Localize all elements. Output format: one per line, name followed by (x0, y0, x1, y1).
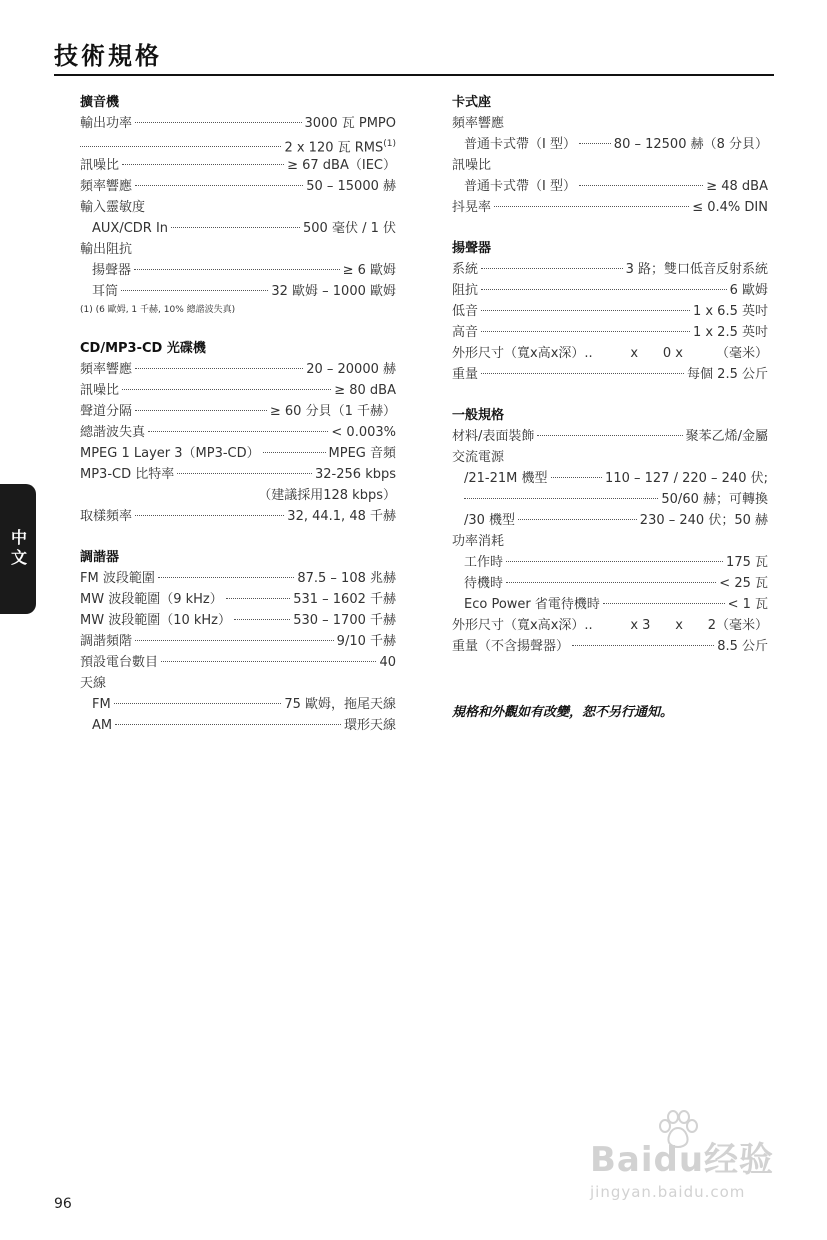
spec-label: 重量 (452, 367, 479, 382)
dot-leader (494, 206, 689, 207)
spec-label: 重量（不含揚聲器） (452, 639, 570, 654)
paw-icon (656, 1110, 700, 1150)
spec-row-normal-tape-snr (452, 176, 768, 197)
dot-leader (481, 310, 690, 311)
left-column (80, 92, 396, 756)
spec-row-mw9-range (80, 589, 396, 610)
spec-label: /21-21M 機型 (464, 471, 548, 486)
spec-row-ac-21-cont (452, 489, 768, 510)
spec-row-sampling (80, 506, 396, 527)
cd-heading: CD/MP3-CD 光碟機 (80, 341, 206, 356)
spec-value: MPEG 音頻 (328, 446, 396, 461)
spec-label: 功率消耗 (452, 534, 505, 549)
spec-row-tweeter (452, 322, 768, 343)
dot-leader (135, 368, 303, 369)
spec-value: 6 歐姆 (729, 283, 768, 298)
spec-row-output-power (80, 113, 396, 134)
spec-label: 材料/表面裝飾 (452, 429, 535, 444)
spec-label: 訊噪比 (80, 158, 120, 173)
spec-label: 天線 (80, 676, 107, 691)
spec-row-snr (80, 380, 396, 401)
spec-value: 87.5 – 108 兆赫 (297, 571, 396, 586)
dot-leader (135, 185, 303, 186)
spec-label: 調諧頻階 (80, 634, 133, 649)
dot-leader (572, 645, 714, 646)
spec-row-power-consumption (452, 531, 768, 552)
cd-section (80, 338, 396, 527)
spec-row-bitrate (80, 464, 396, 485)
language-tab (0, 484, 36, 614)
baidu-watermark (590, 1110, 780, 1210)
dot-leader (481, 289, 727, 290)
dot-leader (161, 661, 376, 662)
spec-row-material (452, 426, 768, 447)
spec-label: 頻率響應 (80, 362, 133, 377)
spec-row-system (452, 259, 768, 280)
spec-value: 50/60 赫；可轉換 (661, 492, 768, 507)
spec-label: 普通卡式帶（I 型） (464, 137, 576, 152)
dot-leader (177, 473, 312, 474)
general-heading: 一般規格 (452, 408, 505, 423)
spec-value: 環形天線 (343, 718, 396, 733)
spec-row-standby (452, 573, 768, 594)
spec-label: 外形尺寸（寬x高x深）.. (452, 346, 593, 361)
spec-label: 系統 (452, 262, 479, 277)
dot-leader (134, 269, 340, 270)
dot-leader (518, 519, 637, 520)
spec-value: 32 歐姆 – 1000 歐姆 (271, 284, 396, 299)
dot-leader (226, 598, 290, 599)
spec-label: 交流電源 (452, 450, 505, 465)
spec-label: 揚聲器 (92, 263, 132, 278)
spec-row-dimensions (452, 615, 768, 636)
spec-label: 低音 (452, 304, 479, 319)
spec-row-speaker-impedance (80, 260, 396, 281)
title-divider (54, 74, 774, 76)
spec-value: 32-256 kbps (315, 467, 396, 482)
watermark-brand: Baidu经验 (590, 1140, 775, 1180)
spec-row-active (452, 552, 768, 573)
spec-label: FM (92, 697, 111, 712)
dot-leader (551, 477, 603, 478)
spec-value: ≥ 6 歐姆 (342, 263, 396, 278)
spec-row-channel-separation (80, 401, 396, 422)
disclaimer-note: 規格和外觀如有改變，恕不另行通知。 (452, 705, 674, 720)
spec-row-output-impedance (80, 239, 396, 260)
spec-label: AUX/CDR In (92, 221, 169, 236)
dot-leader (80, 146, 281, 147)
dot-leader (464, 498, 658, 499)
spec-label: MW 波段範圍（10 kHz） (80, 613, 232, 628)
footnote: (1) (6 歐姆, 1 千赫, 10% 總諧波失真) (80, 305, 236, 315)
spec-value: ≤ 0.4% DIN (692, 200, 768, 215)
spec-row-frequency-response (80, 176, 396, 197)
spec-row-snr (452, 155, 768, 176)
spec-row-headphone-impedance (80, 281, 396, 302)
rms-value: 2 x 120 瓦 RMS (284, 140, 384, 156)
spec-value: 531 – 1602 千赫 (293, 592, 396, 607)
spec-value: 50 – 15000 赫 (306, 179, 396, 194)
spec-label: 輸入靈敏度 (80, 200, 146, 215)
spec-label: 輸出阻抗 (80, 242, 133, 257)
dot-leader (135, 515, 284, 516)
spec-row-eco-standby (452, 594, 768, 615)
spec-label: 普通卡式帶（I 型） (464, 179, 576, 194)
language-tab-label: 中文 (8, 529, 28, 569)
spec-value: 1 x 2.5 英吋 (692, 325, 768, 340)
tuner-heading: 調諧器 (80, 550, 120, 565)
dot-leader (121, 290, 268, 291)
spec-value: < 1 瓦 (727, 597, 768, 612)
spec-row-weight (452, 364, 768, 385)
spec-value: 9/10 千赫 (336, 634, 396, 649)
spec-value: < 25 瓦 (719, 576, 768, 591)
spec-label: Eco Power 省電待機時 (464, 597, 600, 612)
spec-row-bitrate-note (80, 485, 396, 506)
dot-leader (234, 619, 290, 620)
spec-value: ≥ 60 分貝（1 千赫） (269, 404, 396, 419)
spec-value: 40 (379, 655, 396, 670)
spec-label: 預設電台數目 (80, 655, 159, 670)
dot-leader (122, 164, 284, 165)
spec-row-antenna-am (80, 715, 396, 736)
spec-label: 工作時 (464, 555, 504, 570)
spec-row-input-sensitivity (80, 197, 396, 218)
dot-leader (122, 389, 331, 390)
dot-leader (171, 227, 300, 228)
spec-label: MW 波段範圍（9 kHz） (80, 592, 223, 607)
dot-leader (115, 724, 341, 725)
spec-row-aux (80, 218, 396, 239)
dot-leader (506, 582, 716, 583)
spec-row-output-power-rms (80, 134, 396, 155)
footnote-marker: (1) (383, 139, 396, 149)
spec-row-tuning-grid (80, 631, 396, 652)
spec-value: 1 x 6.5 英吋 (692, 304, 768, 319)
spec-value: ≥ 67 dBA（IEC） (287, 158, 396, 173)
spec-value: 175 瓦 (726, 555, 768, 570)
spec-value: 聚苯乙烯/金屬 (685, 429, 768, 444)
spec-row-ac-power (452, 447, 768, 468)
page-title: 技術規格 (54, 42, 162, 70)
dot-leader (579, 185, 703, 186)
watermark-url: jingyan.baidu.com (590, 1183, 746, 1201)
dot-leader (148, 431, 328, 432)
dot-leader (603, 603, 725, 604)
general-section (452, 405, 768, 657)
spec-row-snr (80, 155, 396, 176)
speakers-section (452, 238, 768, 385)
amplifier-section (80, 92, 396, 318)
spec-label: 阻抗 (452, 283, 479, 298)
spec-value: 每個 2.5 公斤 (687, 367, 768, 382)
spec-row-normal-tape-freq (452, 134, 768, 155)
spec-label: 輸出功率 (80, 116, 133, 131)
spec-value: 530 – 1700 千赫 (293, 613, 396, 628)
dot-leader (481, 331, 690, 332)
cassette-section (452, 92, 768, 218)
spec-value: 20 – 20000 赫 (306, 362, 396, 377)
spec-row-ac-30 (452, 510, 768, 531)
spec-label: MPEG 1 Layer 3（MP3-CD） (80, 446, 260, 461)
spec-label: 頻率響應 (80, 179, 133, 194)
spec-row-ac-21 (452, 468, 768, 489)
right-column (452, 92, 768, 720)
dot-leader (506, 561, 723, 562)
dot-leader (135, 122, 302, 123)
spec-value: 80 – 12500 赫（8 分貝） (613, 137, 768, 152)
spec-row-antenna-fm (80, 694, 396, 715)
spec-row-presets (80, 652, 396, 673)
spec-value: 8.5 公斤 (717, 639, 768, 654)
spec-row-mw10-range (80, 610, 396, 631)
dot-leader (481, 268, 623, 269)
dot-leader (158, 577, 295, 578)
amplifier-heading: 擴音機 (80, 95, 120, 110)
spec-label: 訊噪比 (80, 383, 120, 398)
spec-value: x 3 x 2（毫米） (630, 618, 768, 633)
spec-row-antenna (80, 673, 396, 694)
dot-leader (263, 452, 326, 453)
spec-value: x 0 x （毫米） (630, 346, 768, 361)
spec-row-impedance (452, 280, 768, 301)
spec-value: ≥ 48 dBA (706, 179, 768, 194)
spec-label: 訊噪比 (452, 158, 492, 173)
dot-leader (135, 640, 334, 641)
spec-value: 3000 瓦 PMPO (304, 116, 396, 131)
spec-value: 32, 44.1, 48 千赫 (287, 509, 396, 524)
tuner-section (80, 547, 396, 736)
spec-value: 110 – 127 / 220 – 240 伏; (605, 471, 768, 486)
spec-row-weight (452, 636, 768, 657)
spec-row-frequency-response (80, 359, 396, 380)
page-number: 96 (54, 1196, 72, 1212)
spec-label: 聲道分隔 (80, 404, 133, 419)
dot-leader (537, 435, 682, 436)
spec-label: 抖晃率 (452, 200, 492, 215)
dot-leader (579, 143, 611, 144)
spec-value: 500 毫伏 / 1 伏 (303, 221, 396, 236)
spec-row-frequency-response (452, 113, 768, 134)
spec-row-wow-flutter (452, 197, 768, 218)
spec-value: 3 路；雙口低音反射系統 (625, 262, 768, 277)
spec-label: AM (92, 718, 113, 733)
spec-label: 耳筒 (92, 284, 119, 299)
spec-row-mpeg (80, 443, 396, 464)
dot-leader (135, 410, 267, 411)
spec-value: 230 – 240 伏；50 赫 (639, 513, 768, 528)
speakers-heading: 揚聲器 (452, 241, 492, 256)
spec-value: （建議採用128 kbps） (258, 488, 396, 503)
spec-label: 總諧波失真 (80, 425, 146, 440)
spec-value: ≥ 80 dBA (334, 383, 396, 398)
spec-row-dimensions (452, 343, 768, 364)
dot-leader (481, 373, 684, 374)
spec-label: 取樣頻率 (80, 509, 133, 524)
spec-row-thd (80, 422, 396, 443)
spec-label: 頻率響應 (452, 116, 505, 131)
spec-row-woofer (452, 301, 768, 322)
cassette-heading: 卡式座 (452, 95, 492, 110)
spec-label: MP3-CD 比特率 (80, 467, 175, 482)
dot-leader (114, 703, 282, 704)
spec-label: /30 機型 (464, 513, 516, 528)
spec-value: 75 歐姆，拖尾天線 (284, 697, 396, 712)
spec-row-fm-range (80, 568, 396, 589)
spec-label: FM 波段範圍 (80, 571, 155, 586)
spec-label: 外形尺寸（寬x高x深）.. (452, 618, 593, 633)
spec-value: < 0.003% (331, 425, 396, 440)
spec-label: 待機時 (464, 576, 504, 591)
spec-label: 高音 (452, 325, 479, 340)
